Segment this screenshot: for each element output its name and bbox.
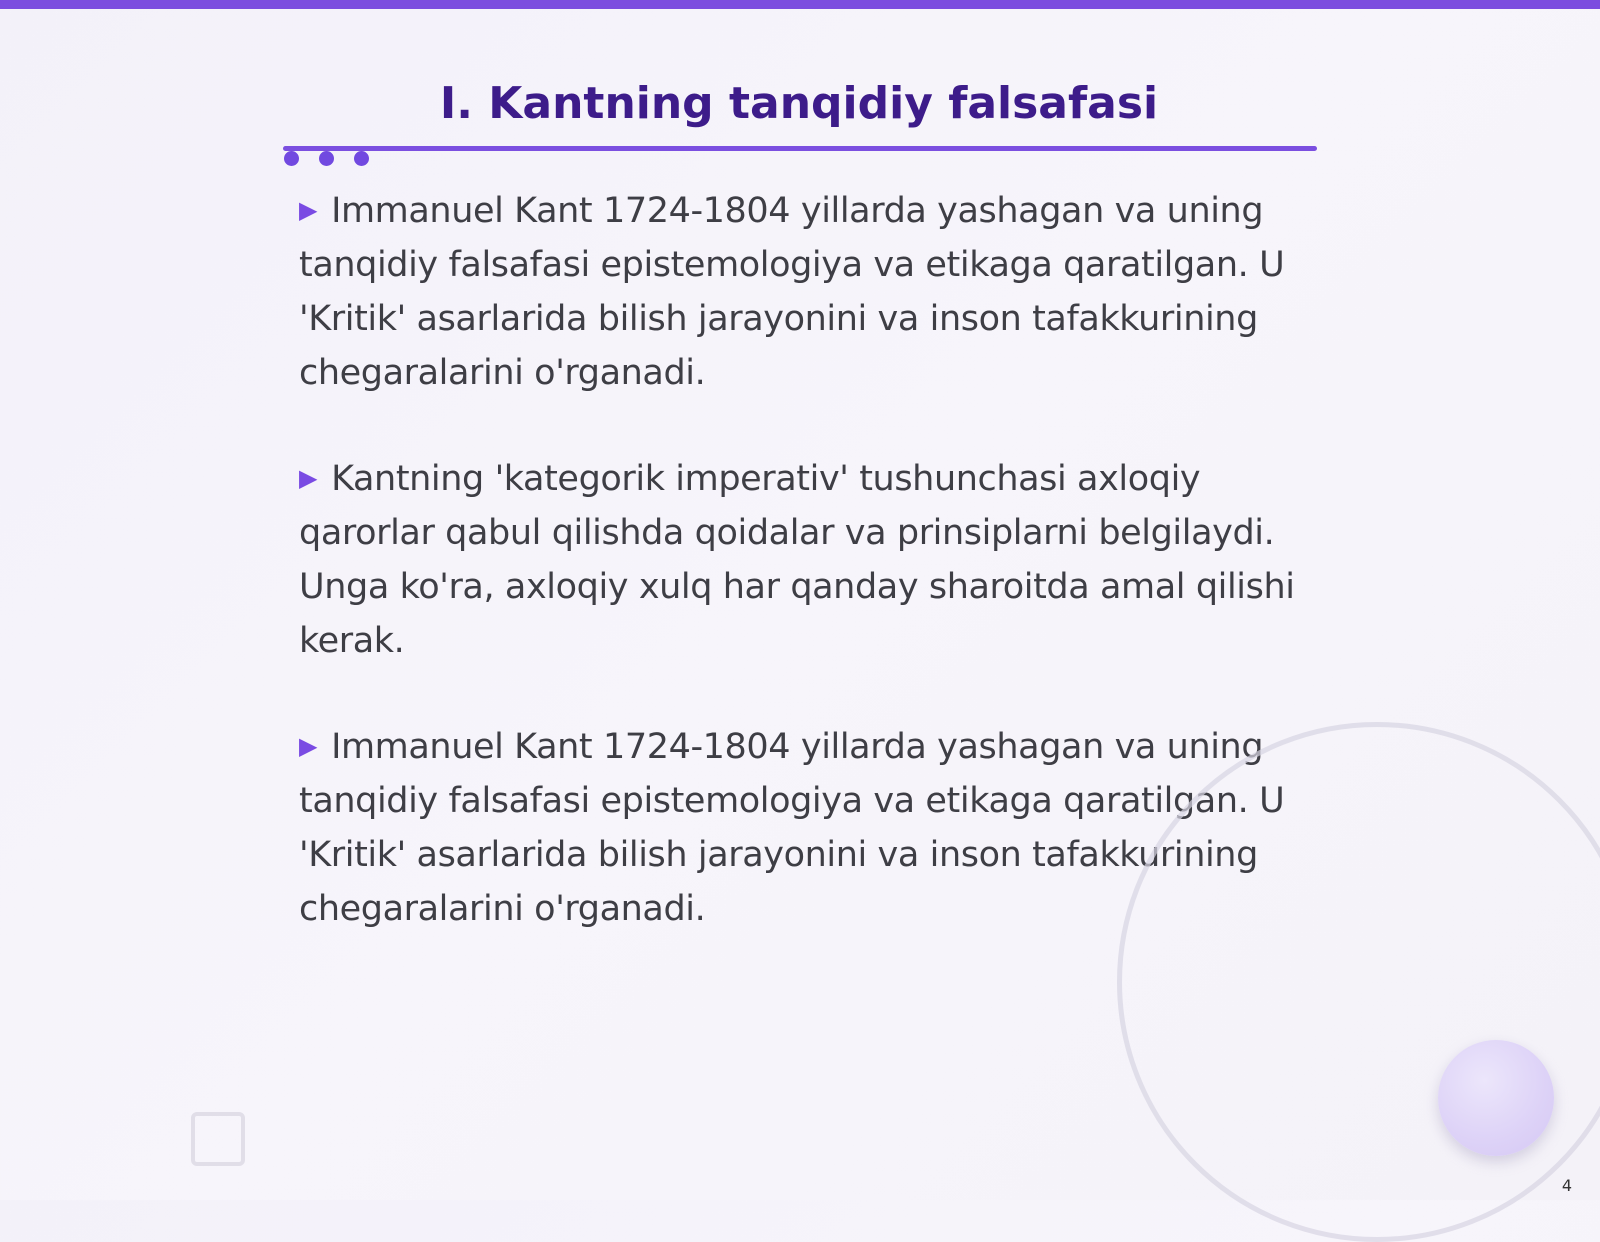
- underline-dot-1: [284, 151, 299, 166]
- triangle-bullet-icon: ▶: [299, 196, 318, 224]
- top-accent-bar: [0, 0, 1600, 9]
- bullet-text: Kantning 'kategorik imperativ' tushunchasi axloqiy qarorlar qabul qilishda qoidalar va prinsiplarni belgilaydi. Unga ko'ra, axloqiy xulq har qanday sharoitda amal qilishi kerak.: [299, 459, 1295, 661]
- bullet-text: Immanuel Kant 1724-1804 yillarda yashagan va uning tanqidiy falsafasi epistemologiya va etikaga qaratilgan. U 'Kritik' asarlarida bilish jarayonini va inson tafakkurining chegaralarini o'rganadi.: [299, 727, 1285, 929]
- decorative-orb: [1438, 1040, 1554, 1156]
- title-underline: [283, 146, 1317, 151]
- slide-title: I. Kantning tanqidiy falsafasi: [439, 78, 1159, 129]
- page-number: 4: [1561, 1176, 1572, 1195]
- underline-dot-3: [354, 151, 369, 166]
- decorative-ring: [1117, 722, 1600, 1242]
- underline-dot-2: [319, 151, 334, 166]
- bullet-text: Immanuel Kant 1724-1804 yillarda yashagan va uning tanqidiy falsafasi epistemologiya va etikaga qaratilgan. U 'Kritik' asarlarida bilish jarayonini va inson tafakkurining chegaralarini o'rganadi.: [299, 191, 1285, 393]
- bullet-item: [299, 451, 1299, 668]
- bullet-item: [299, 183, 1299, 400]
- triangle-bullet-icon: ▶: [299, 732, 318, 760]
- decorative-square: [191, 1112, 245, 1166]
- triangle-bullet-icon: ▶: [299, 464, 318, 492]
